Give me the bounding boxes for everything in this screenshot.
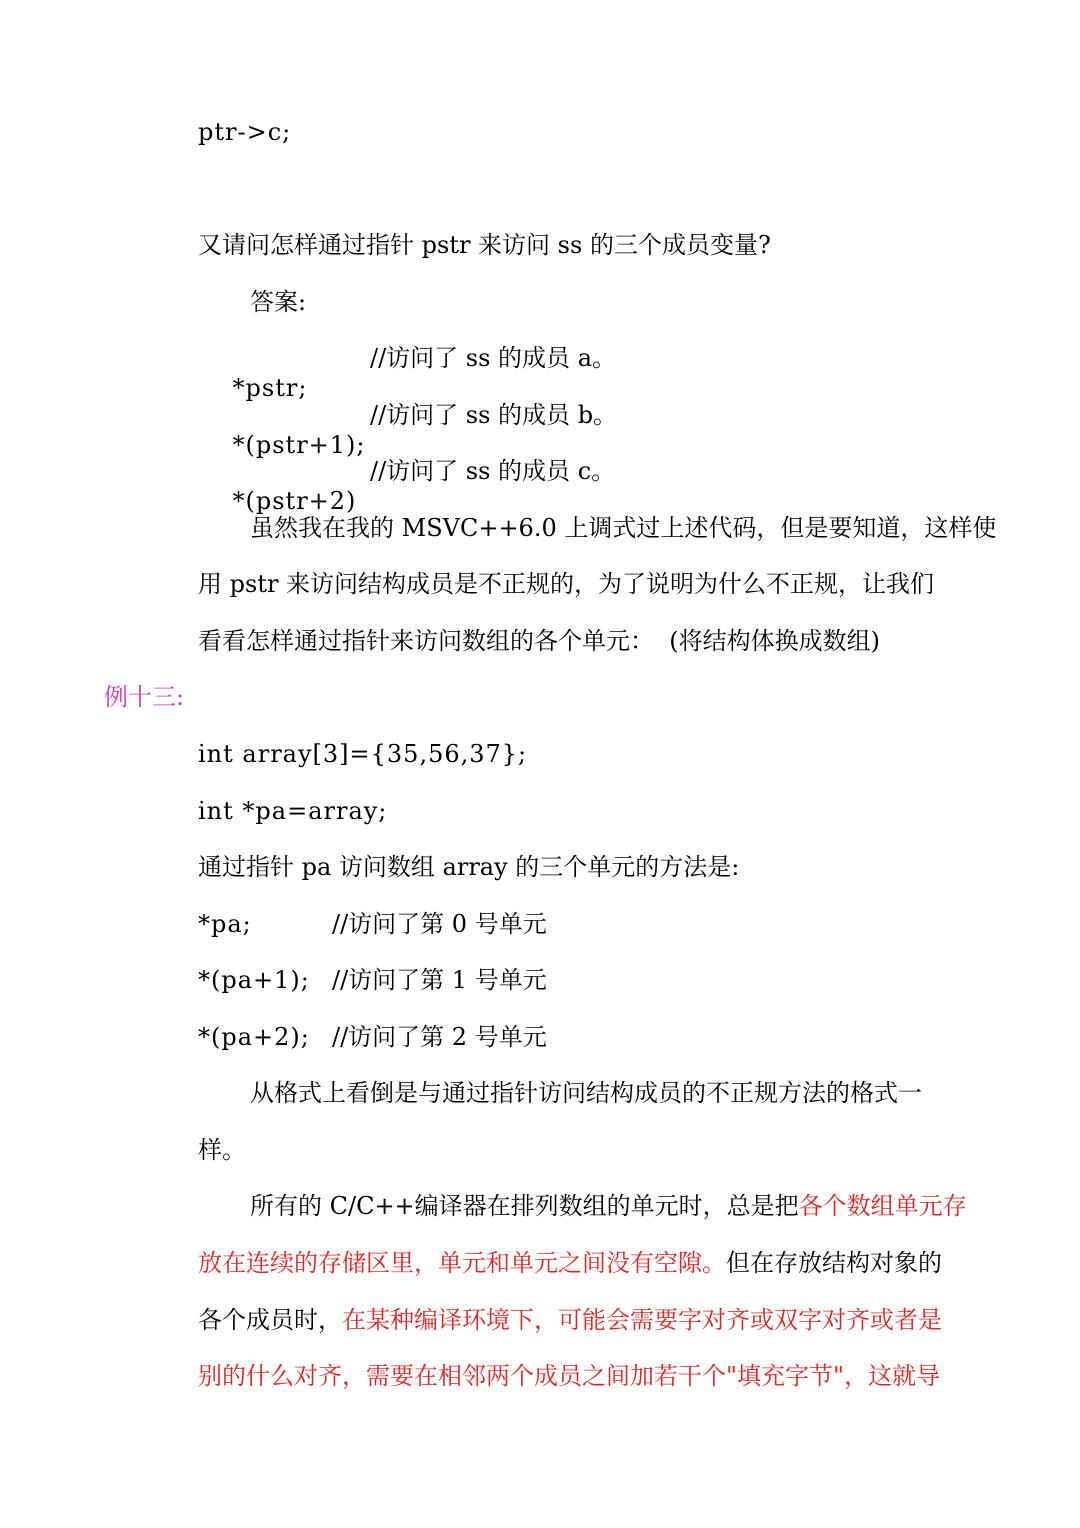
pa-code-1: *pa; — [198, 910, 252, 938]
paragraph-3-line-2 — [198, 1248, 942, 1278]
paragraph-3-line-3-black: 各个成员时， — [198, 1306, 342, 1334]
example-label: 例十三: — [104, 683, 185, 711]
pa-code-2: *(pa+1); — [198, 966, 310, 994]
paragraph-1-line-1: 虽然我在我的 MSVC++6.0 上调式过上述代码，但是要知道，这样使 — [250, 514, 997, 542]
pstr-code-2: *(pstr+1); — [232, 431, 366, 459]
paragraph-3-line-3 — [198, 1305, 942, 1335]
question-text: 又请问怎样通过指针 pstr 来访问 ss 的三个成员变量? — [198, 231, 771, 259]
answer-label: 答案: — [250, 288, 307, 316]
code-line-ptr-c: ptr->c; — [198, 118, 292, 146]
paragraph-3-line-1-red: 各个数组单元存 — [798, 1192, 967, 1220]
pstr-code-3: *(pstr+2) — [232, 487, 357, 515]
paragraph-1-line-2: 用 pstr 来访问结构成员是不正规的，为了说明为什么不正规，让我们 — [198, 570, 935, 598]
pointer-declaration: int *pa=array; — [198, 797, 388, 825]
paragraph-3-line-4 — [198, 1361, 940, 1391]
pstr-comment-2: //访问了 ss 的成员 b。 — [370, 401, 618, 429]
paragraph-3-line-1-black: 所有的 C/C++编译器在排列数组的单元时，总是把 — [250, 1192, 799, 1220]
paragraph-3-line-4-red: 别的什么对齐，需要在相邻两个成员之间加若干个"填充字节"，这就导 — [198, 1362, 941, 1390]
paragraph-2-line-1: 从格式上看倒是与通过指针访问结构成员的不正规方法的格式一 — [250, 1079, 922, 1107]
paragraph-3-line-2-black: 但在存放结构对象的 — [726, 1249, 942, 1277]
via-pointer-text: 通过指针 pa 访问数组 array 的三个单元的方法是: — [198, 853, 740, 881]
array-declaration: int array[3]={35,56,37}; — [198, 740, 528, 768]
pa-comment-2: //访问了第 1 号单元 — [332, 966, 547, 994]
pa-comment-1: //访问了第 0 号单元 — [332, 910, 547, 938]
pstr-comment-1: //访问了 ss 的成员 a。 — [370, 344, 616, 372]
pa-comment-3: //访问了第 2 号单元 — [332, 1023, 547, 1051]
pstr-code-1: *pstr; — [232, 374, 308, 402]
pstr-comment-3: //访问了 ss 的成员 c。 — [370, 457, 616, 485]
pa-code-3: *(pa+2); — [198, 1023, 310, 1051]
paragraph-3-line-3-red: 在某种编译环境下，可能会需要字对齐或双字对齐或者是 — [342, 1306, 942, 1334]
paragraph-1-line-3: 看看怎样通过指针来访问数组的各个单元： (将结构体换成数组) — [198, 627, 880, 655]
paragraph-3-line-1 — [250, 1191, 967, 1221]
paragraph-2-line-2: 样。 — [198, 1136, 246, 1164]
paragraph-3-line-2-red: 放在连续的存储区里，单元和单元之间没有空隙。 — [198, 1249, 726, 1277]
